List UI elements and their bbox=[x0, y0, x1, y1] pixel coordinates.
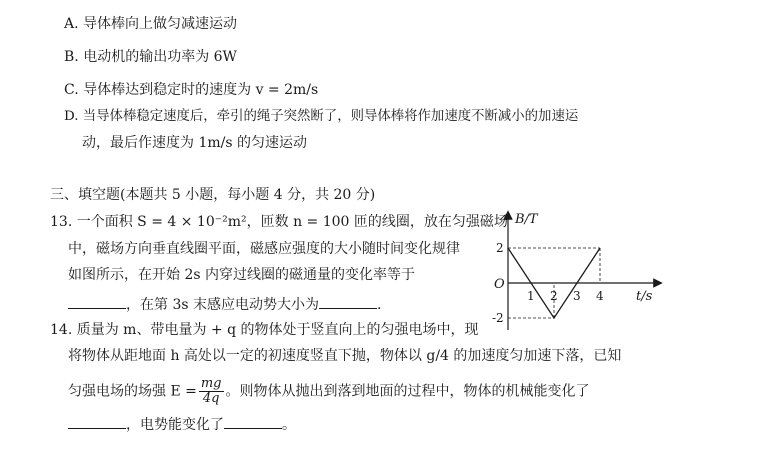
x-tick-label-3: 3 bbox=[573, 289, 581, 303]
q13-line2: 中，磁场方向垂直线圈平面，磁感应强度的大小随时间变化规律 bbox=[68, 241, 460, 257]
origin-label: O bbox=[494, 277, 505, 292]
q13-blank-1[interactable] bbox=[68, 294, 126, 309]
q13-line4-end: . bbox=[377, 297, 382, 313]
q13-line1: 13. 一个面积 S = 4 × 10⁻²m²，匝数 n = 100 匝的线圈，放在匀强磁场 bbox=[50, 214, 508, 230]
y-axis-label: B/T bbox=[515, 212, 538, 227]
q13-line4 bbox=[68, 294, 381, 315]
x-tick-label-2: 2 bbox=[550, 289, 558, 303]
option-a: A. 导体棒向上做匀减速运动 bbox=[64, 16, 238, 32]
q14-line3-post: 。则物体从抛出到落到地面的过程中，物体的机械能变化了 bbox=[225, 383, 590, 400]
q13-blank-2[interactable] bbox=[319, 294, 377, 309]
q14-line3-pre: 匀强电场的场强 E = bbox=[68, 383, 197, 400]
q14-line4-end: 。 bbox=[282, 417, 296, 433]
q14-line4 bbox=[68, 414, 296, 435]
option-d-line2: 动，最后作速度为 1m/s 的匀速运动 bbox=[82, 135, 307, 151]
y-tick-label-neg2: -2 bbox=[492, 311, 504, 325]
x-tick-label-1: 1 bbox=[527, 289, 535, 303]
q14-line4-mid: ，电势能变化了 bbox=[126, 417, 224, 433]
option-c: C. 导体棒达到稳定时的速度为 v = 2m/s bbox=[64, 82, 319, 98]
field-fraction bbox=[199, 377, 224, 406]
y-tick-label-pos2: 2 bbox=[496, 241, 504, 255]
q14-line1: 14. 质量为 m、带电量为 + q 的物体处于竖直向上的匀强电场中，现 bbox=[50, 322, 479, 338]
q13-line4-mid: ，在第 3s 末感应电动势大小为 bbox=[126, 297, 319, 313]
option-b: B. 电动机的输出功率为 6W bbox=[64, 49, 237, 65]
section-title: 三、填空题(本题共 5 小题，每小题 4 分，共 20 分) bbox=[50, 187, 376, 203]
x-tick-label-4: 4 bbox=[596, 289, 604, 303]
fraction-denominator: 4q bbox=[202, 391, 220, 406]
q14-blank-1[interactable] bbox=[68, 414, 126, 429]
b-t-graph bbox=[478, 205, 668, 335]
q14-blank-2[interactable] bbox=[224, 414, 282, 429]
q14-line3 bbox=[68, 377, 590, 406]
x-axis-label: t/s bbox=[636, 289, 653, 304]
fraction-numerator: mg bbox=[200, 376, 222, 391]
option-d-line1: D. 当导体棒稳定速度后，牵引的绳子突然断了，则导体棒将作加速度不断减小的加速运 bbox=[64, 109, 579, 124]
q14-line2: 将物体从距地面 h 高处以一定的初速度竖直下抛，物体以 g/4 的加速度匀加速下落，已知 bbox=[68, 348, 622, 364]
q13-line3: 如图所示，在开始 2s 内穿过线圈的磁通量的变化率等于 bbox=[68, 267, 415, 283]
